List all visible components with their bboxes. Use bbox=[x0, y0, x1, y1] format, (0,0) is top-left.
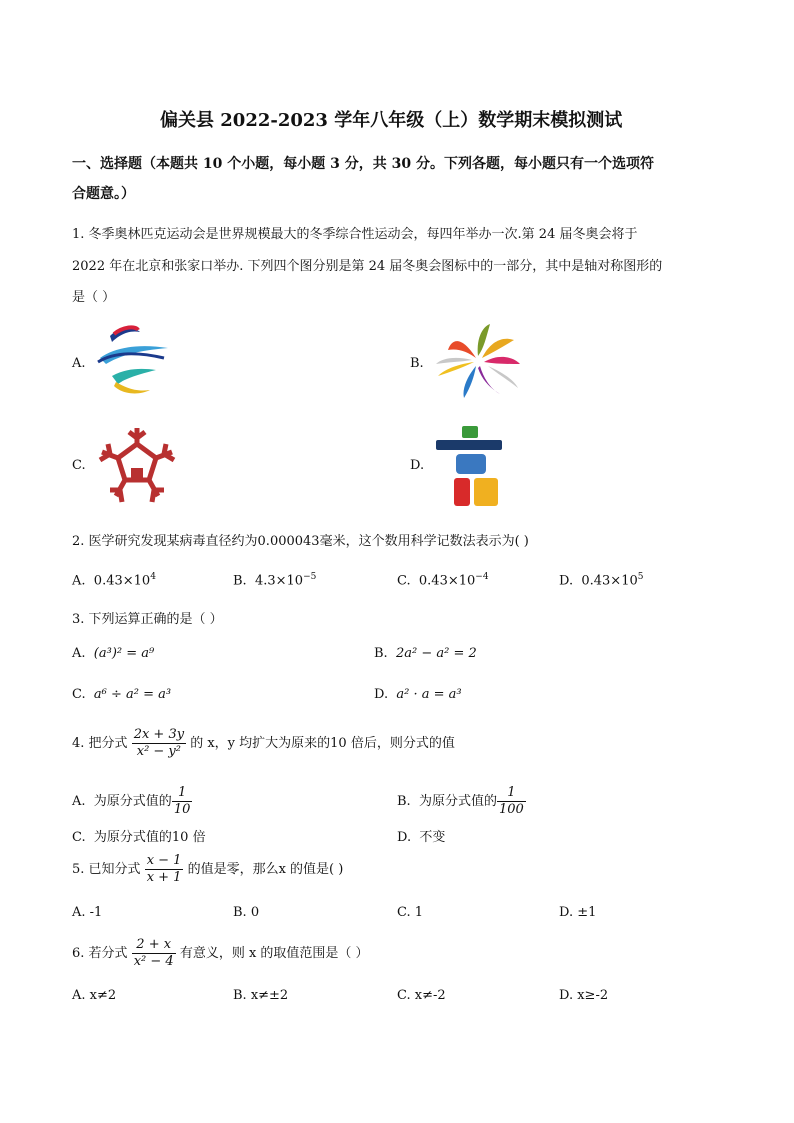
q1-option-b-label: B. bbox=[410, 356, 424, 371]
q4-option-c-text: 为原分式值的10 倍 bbox=[93, 830, 206, 845]
q4-option-a-numerator: 1 bbox=[172, 785, 193, 802]
q5-fraction bbox=[145, 853, 184, 886]
q4-stem-pre: 4. 把分式 bbox=[72, 736, 128, 751]
q3-option-c bbox=[72, 687, 171, 702]
q2-option-c-mantissa: 0.43×10 bbox=[418, 573, 476, 589]
q1-option-d-label: D. bbox=[410, 458, 425, 473]
q3-option-b bbox=[374, 646, 477, 661]
q6-option-c: C. x≠-2 bbox=[397, 988, 446, 1003]
q2-option-a-exponent: 4 bbox=[150, 572, 156, 582]
inukshuk-emblem-icon bbox=[432, 424, 508, 508]
q4-option-b-numerator: 1 bbox=[497, 785, 526, 802]
q4-option-d bbox=[397, 826, 445, 845]
q4-stem-post: 的 x，y 均扩大为原来的10 倍后，则分式的值 bbox=[190, 736, 455, 751]
q2-option-c bbox=[397, 572, 489, 588]
q1-option-a-label: A. bbox=[72, 356, 86, 371]
q4-option-b-text: 为原分式值的 bbox=[418, 794, 497, 809]
q5-fraction-denominator: x + 1 bbox=[146, 870, 182, 885]
q2-option-c-label: C. bbox=[397, 573, 411, 589]
q6-option-a: A. x≠2 bbox=[72, 988, 117, 1003]
page-title: 偏关县 2022-2023 学年八年级（上）数学期末模拟测试 bbox=[160, 110, 623, 131]
q4-option-c-label: C. bbox=[72, 830, 86, 845]
q1-line1: 1. 冬季奥林匹克运动会是世界规模最大的冬季综合性运动会，每四年举办一次.第 24 届冬奥会将于 bbox=[72, 227, 638, 242]
q6-fraction bbox=[132, 937, 176, 970]
snowflake-emblem-icon bbox=[96, 424, 178, 504]
q3-option-a bbox=[72, 646, 154, 661]
q4-fraction-numerator: 2x + 3y bbox=[133, 727, 185, 742]
q3-option-b-expr: 2a² − a² = 2 bbox=[395, 646, 477, 661]
q6-fraction-numerator: 2 + x bbox=[132, 937, 176, 954]
q3-option-a-label: A. bbox=[72, 646, 86, 661]
q4-fraction-denominator: x² − y² bbox=[136, 744, 181, 759]
q5-stem-pre: 5. 已知分式 bbox=[72, 862, 141, 877]
q4-option-b bbox=[397, 785, 526, 818]
q4-option-d-text: 不变 bbox=[419, 830, 446, 845]
q4-option-a-denominator: 10 bbox=[173, 802, 191, 817]
q6-stem bbox=[72, 937, 369, 970]
q2-option-a-mantissa: 0.43×10 bbox=[93, 573, 151, 589]
q3-option-c-label: C. bbox=[72, 687, 86, 702]
q5-stem-post: 的值是零，那么x 的值是( ) bbox=[187, 862, 344, 877]
q5-option-a: A. -1 bbox=[72, 905, 103, 920]
q3-option-d-expr: a² · a = a³ bbox=[396, 687, 462, 702]
q1-line2: 2022 年在北京和张家口举办. 下列四个图分别是第 24 届冬奥会图标中的一部分，其中是轴对称图形的 bbox=[72, 259, 663, 274]
q2-option-a bbox=[72, 572, 156, 588]
q1-option-c-label: C. bbox=[72, 458, 86, 473]
q4-option-a-text: 为原分式值的 bbox=[93, 794, 172, 809]
flower-emblem-icon bbox=[432, 318, 526, 404]
q5-option-c: C. 1 bbox=[397, 905, 424, 920]
q5-option-b: B. 0 bbox=[233, 905, 260, 920]
q4-option-c bbox=[72, 826, 206, 845]
q5-option-d: D. ±1 bbox=[559, 905, 597, 920]
q6-option-b: B. x≠±2 bbox=[233, 988, 289, 1003]
q2-option-b-mantissa: 4.3×10 bbox=[254, 573, 304, 589]
q4-option-b-fraction bbox=[497, 785, 526, 818]
q6-option-d: D. x≥-2 bbox=[559, 988, 609, 1003]
q1-line3: 是（ ） bbox=[72, 290, 116, 305]
q5-fraction-numerator: x − 1 bbox=[146, 853, 182, 868]
q2-option-c-exponent: −4 bbox=[475, 572, 489, 582]
q2-option-b-exponent: −5 bbox=[303, 572, 317, 582]
q4-fraction bbox=[132, 727, 186, 760]
q4-option-a bbox=[72, 785, 192, 818]
q2-option-d-label: D. bbox=[559, 573, 574, 589]
q6-stem-post: 有意义，则 x 的取值范围是（ ） bbox=[179, 946, 369, 961]
q6-stem-pre: 6. 若分式 bbox=[72, 946, 128, 961]
q4-option-b-label: B. bbox=[397, 794, 411, 809]
q2-option-d bbox=[559, 572, 643, 588]
q3-option-b-label: B. bbox=[374, 646, 388, 661]
q4-stem bbox=[72, 727, 455, 760]
q3-option-c-expr: a⁶ ÷ a² = a³ bbox=[93, 687, 172, 702]
q3-stem: 3. 下列运算正确的是（ ） bbox=[72, 612, 223, 627]
q3-option-d bbox=[374, 687, 462, 702]
q2-stem: 2. 医学研究发现某病毒直径约为0.000043毫米，这个数用科学记数法表示为( ) bbox=[72, 534, 529, 549]
q2-option-b-label: B. bbox=[233, 573, 247, 589]
q2-option-d-exponent: 5 bbox=[637, 572, 644, 582]
section-header-line1: 一、选择题（本题共 10 个小题，每小题 3 分，共 30 分。下列各题，每小题只有一个选项符 bbox=[72, 156, 654, 172]
q2-option-a-label: A. bbox=[72, 573, 86, 589]
q4-option-a-fraction bbox=[172, 785, 193, 818]
section-header-line2: 合题意。） bbox=[72, 186, 135, 202]
q4-option-d-label: D. bbox=[397, 830, 412, 845]
q4-option-a-label: A. bbox=[72, 794, 86, 809]
q4-option-b-denominator: 100 bbox=[498, 802, 524, 817]
q6-fraction-denominator: x² − 4 bbox=[133, 954, 174, 969]
q2-option-d-mantissa: 0.43×10 bbox=[581, 573, 638, 589]
ribbon-emblem-icon bbox=[92, 322, 172, 400]
q3-option-a-expr: (a³)² = a⁹ bbox=[93, 646, 155, 661]
q3-option-d-label: D. bbox=[374, 687, 389, 702]
q5-stem bbox=[72, 853, 343, 886]
q2-option-b bbox=[233, 572, 316, 588]
